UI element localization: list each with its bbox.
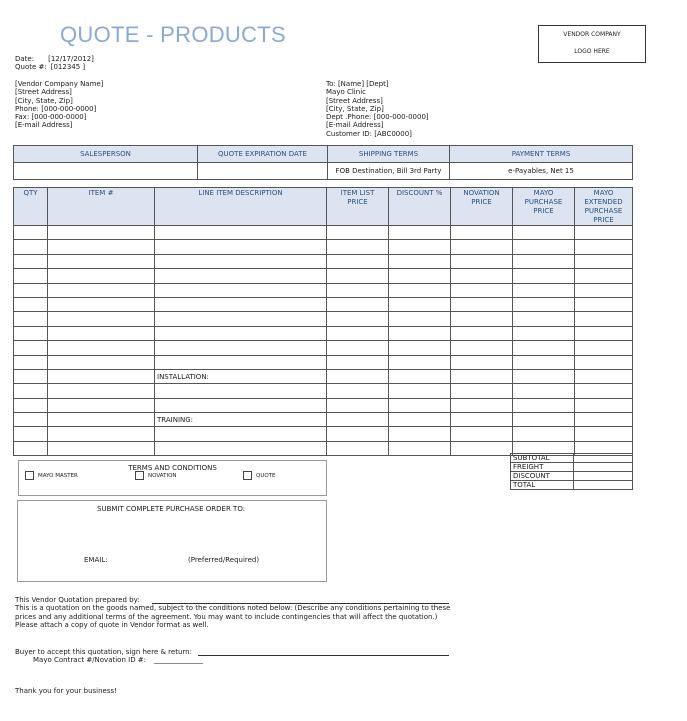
table-cell[interactable] — [451, 269, 513, 283]
quote-expiration-value[interactable] — [198, 163, 328, 180]
option-mayo-master[interactable] — [25, 471, 78, 480]
table-cell[interactable] — [389, 398, 451, 412]
table-cell[interactable] — [327, 297, 389, 311]
date-label: Date: — [15, 55, 35, 63]
table-cell[interactable] — [575, 398, 633, 412]
total-value[interactable] — [574, 481, 633, 490]
submit-box — [17, 500, 327, 582]
table-row — [14, 355, 633, 369]
table-cell[interactable] — [575, 269, 633, 283]
table-cell[interactable] — [575, 240, 633, 254]
table-cell[interactable] — [327, 326, 389, 340]
col-payment-terms: PAYMENT TERMS — [450, 146, 633, 163]
table-row — [14, 283, 633, 297]
table-cell[interactable] — [389, 441, 451, 455]
table-cell[interactable] — [155, 283, 327, 297]
note-line: prices and any additional terms of the agreement. You may want to include contingencies that will affect the quotation.) — [15, 612, 438, 621]
to-line[interactable]: To: [Name] [Dept] — [326, 80, 389, 88]
table-cell[interactable] — [575, 312, 633, 326]
table-cell[interactable] — [14, 240, 48, 254]
table-cell[interactable] — [451, 312, 513, 326]
table-cell[interactable] — [389, 369, 451, 383]
table-cell[interactable] — [451, 384, 513, 398]
table-cell[interactable] — [155, 341, 327, 355]
table-cell[interactable] — [48, 297, 155, 311]
table-cell[interactable] — [48, 240, 155, 254]
table-cell[interactable] — [14, 312, 48, 326]
table-cell[interactable] — [327, 269, 389, 283]
table-cell[interactable] — [513, 398, 575, 412]
table-cell[interactable] — [48, 226, 155, 240]
table-row — [14, 312, 633, 326]
col-discount: DISCOUNT % — [389, 188, 451, 226]
table-cell[interactable] — [327, 355, 389, 369]
shipping-terms-value[interactable]: FOB Destination, Bill 3rd Party — [328, 163, 450, 180]
table-cell[interactable] — [14, 441, 48, 455]
table-cell[interactable] — [389, 254, 451, 268]
table-cell[interactable] — [513, 341, 575, 355]
table-cell[interactable] — [513, 427, 575, 441]
table-cell[interactable] — [155, 355, 327, 369]
table-cell[interactable] — [575, 341, 633, 355]
table-cell[interactable] — [327, 254, 389, 268]
table-cell[interactable] — [14, 413, 48, 427]
table-cell[interactable] — [155, 384, 327, 398]
table-cell[interactable] — [48, 312, 155, 326]
vendor-logo-placeholder — [538, 25, 646, 63]
option-label: QUOTE — [256, 473, 276, 479]
col-mayo-purchase-price: MAYO PURCHASE PRICE — [513, 188, 575, 226]
table-row — [14, 384, 633, 398]
vendor-line[interactable]: [Street Address] — [15, 88, 72, 97]
col-list-price: ITEM LIST PRICE — [327, 188, 389, 226]
table-row — [14, 240, 633, 254]
table-cell[interactable] — [48, 441, 155, 455]
option-quote[interactable] — [243, 471, 276, 480]
table-cell[interactable] — [451, 326, 513, 340]
table-cell[interactable] — [389, 427, 451, 441]
vendor-line[interactable]: Phone: [000-000-0000] — [15, 104, 97, 113]
table-cell[interactable] — [48, 283, 155, 297]
table-cell[interactable] — [327, 441, 389, 455]
table-cell[interactable] — [389, 297, 451, 311]
col-item-number: ITEM # — [48, 188, 155, 226]
col-salesperson: SALESPERSON — [14, 146, 198, 163]
table-cell[interactable] — [451, 341, 513, 355]
quote-number-value[interactable]: [012345 ] — [50, 63, 86, 72]
table-cell[interactable] — [513, 384, 575, 398]
table-cell[interactable] — [513, 312, 575, 326]
table-row — [14, 413, 633, 427]
line-items-header-row — [14, 188, 633, 226]
table-cell[interactable] — [155, 226, 327, 240]
table-cell[interactable] — [451, 369, 513, 383]
email-label: EMAIL: — [84, 556, 108, 564]
footer-notes — [15, 596, 450, 629]
table-cell[interactable] — [389, 269, 451, 283]
table-cell[interactable] — [575, 326, 633, 340]
table-cell[interactable] — [389, 355, 451, 369]
table-cell[interactable] — [14, 254, 48, 268]
col-novation-price: NOVATION PRICE — [451, 188, 513, 226]
table-row — [14, 369, 633, 383]
vendor-address — [15, 80, 103, 130]
to-line[interactable]: Customer ID: [ABC0000] — [326, 129, 412, 138]
terms-title: TERMS AND CONDITIONS — [128, 464, 217, 472]
table-cell[interactable] — [14, 427, 48, 441]
table-cell[interactable] — [14, 283, 48, 297]
table-row — [14, 297, 633, 311]
table-cell[interactable] — [48, 427, 155, 441]
total-label: TOTAL — [511, 481, 574, 490]
quote-meta — [15, 55, 94, 72]
table-cell[interactable] — [48, 355, 155, 369]
page-title: QUOTE - PRODUCTS — [60, 22, 287, 47]
table-cell[interactable] — [513, 240, 575, 254]
table-cell[interactable] — [575, 226, 633, 240]
table-cell[interactable] — [155, 441, 327, 455]
table-cell[interactable] — [389, 413, 451, 427]
discount-label: DISCOUNT — [511, 472, 574, 481]
table-cell[interactable] — [513, 326, 575, 340]
line-items-table — [13, 187, 633, 456]
col-description: LINE ITEM DESCRIPTION — [155, 188, 327, 226]
order-terms-value-row — [14, 163, 633, 180]
training-label[interactable]: TRAINING: — [155, 413, 327, 427]
table-cell[interactable] — [451, 413, 513, 427]
table-row — [14, 254, 633, 268]
terms-box — [18, 460, 327, 496]
table-cell[interactable] — [48, 326, 155, 340]
table-cell[interactable] — [327, 427, 389, 441]
logo-line-1: VENDOR COMPANY — [563, 31, 621, 38]
col-mayo-extended-price: MAYO EXTENDED PURCHASE PRICE — [575, 188, 633, 226]
table-cell[interactable] — [14, 384, 48, 398]
note-line: Please attach a copy of quote in Vendor format as well. — [15, 620, 209, 629]
table-cell[interactable] — [14, 369, 48, 383]
customer-address — [326, 80, 429, 138]
table-cell[interactable] — [155, 269, 327, 283]
table-row — [14, 341, 633, 355]
payment-terms-value[interactable]: e-Payables, Net 15 — [450, 163, 633, 180]
table-cell[interactable] — [575, 297, 633, 311]
table-cell[interactable] — [48, 384, 155, 398]
salesperson-value[interactable] — [14, 163, 198, 180]
table-cell[interactable] — [575, 384, 633, 398]
checkbox[interactable] — [135, 471, 144, 480]
col-shipping-terms: SHIPPING TERMS — [328, 146, 450, 163]
table-cell[interactable] — [48, 413, 155, 427]
table-cell[interactable] — [327, 398, 389, 412]
date-value[interactable]: [12/17/2012] — [48, 55, 94, 63]
table-cell[interactable] — [513, 283, 575, 297]
table-row — [14, 226, 633, 240]
col-qty: QTY — [14, 188, 48, 226]
col-quote-expiration: QUOTE EXPIRATION DATE — [198, 146, 328, 163]
table-cell[interactable] — [14, 226, 48, 240]
checkbox[interactable] — [25, 471, 34, 480]
table-cell[interactable] — [14, 326, 48, 340]
table-cell[interactable] — [513, 355, 575, 369]
table-cell[interactable] — [389, 226, 451, 240]
table-cell[interactable] — [513, 413, 575, 427]
table-cell[interactable] — [327, 283, 389, 297]
table-cell[interactable] — [451, 427, 513, 441]
table-cell[interactable] — [48, 269, 155, 283]
thank-you: Thank you for your business! — [15, 687, 117, 695]
table-cell[interactable] — [389, 326, 451, 340]
table-cell[interactable] — [513, 254, 575, 268]
table-cell[interactable] — [451, 226, 513, 240]
table-cell[interactable] — [48, 341, 155, 355]
table-cell[interactable] — [575, 254, 633, 268]
table-cell[interactable] — [14, 269, 48, 283]
table-cell[interactable] — [155, 254, 327, 268]
table-cell[interactable] — [48, 369, 155, 383]
table-cell[interactable] — [327, 369, 389, 383]
prepared-by-label: This Vendor Quotation prepared by: — [15, 596, 140, 604]
table-cell[interactable] — [155, 427, 327, 441]
table-cell[interactable] — [327, 341, 389, 355]
order-terms-header-row — [14, 146, 633, 163]
to-line[interactable]: Mayo Clinic — [326, 88, 366, 97]
vendor-line[interactable]: [Vendor Company Name] — [15, 80, 104, 88]
option-label: MAYO MASTER — [38, 473, 78, 479]
option-novation[interactable] — [135, 471, 177, 480]
table-cell[interactable] — [327, 240, 389, 254]
table-cell[interactable] — [451, 355, 513, 369]
table-row — [14, 398, 633, 412]
table-cell[interactable] — [575, 369, 633, 383]
submit-title: SUBMIT COMPLETE PURCHASE ORDER TO: — [97, 505, 246, 513]
table-cell[interactable] — [327, 312, 389, 326]
to-line[interactable]: [City, State, Zip] — [326, 104, 384, 113]
table-row — [14, 427, 633, 441]
preferred-note: (Preferred/Required) — [188, 556, 260, 564]
quote-number-label: Quote #: — [15, 63, 47, 72]
vendor-line[interactable]: Fax: [000-000-0000] — [15, 113, 87, 122]
to-line[interactable]: [E-mail Address] — [326, 121, 384, 130]
vendor-line[interactable]: [E-mail Address] — [15, 121, 73, 130]
table-cell[interactable] — [513, 269, 575, 283]
to-line[interactable]: [Street Address] — [326, 96, 383, 105]
table-cell[interactable] — [451, 398, 513, 412]
table-cell[interactable] — [155, 326, 327, 340]
to-line[interactable]: Dept .Phone: [000-000-0000] — [326, 113, 429, 122]
table-cell[interactable] — [14, 355, 48, 369]
vendor-line[interactable]: [City, State, Zip] — [15, 96, 73, 105]
table-cell[interactable] — [327, 384, 389, 398]
checkbox[interactable] — [243, 471, 252, 480]
table-cell[interactable] — [14, 297, 48, 311]
table-cell[interactable] — [155, 297, 327, 311]
table-cell[interactable] — [155, 240, 327, 254]
table-cell[interactable] — [451, 254, 513, 268]
buyer-accept-label: Buyer to accept this quotation, sign here & return: — [15, 648, 192, 656]
table-cell[interactable] — [451, 441, 513, 455]
table-cell[interactable] — [389, 283, 451, 297]
contract-blank[interactable]: ______________ — [154, 656, 203, 664]
table-cell[interactable] — [389, 312, 451, 326]
table-cell[interactable] — [513, 369, 575, 383]
discount-value[interactable] — [574, 472, 633, 481]
table-row — [14, 326, 633, 340]
table-cell[interactable] — [389, 240, 451, 254]
table-cell[interactable] — [575, 413, 633, 427]
installation-label[interactable]: INSTALLATION: — [155, 369, 327, 383]
freight-label: FREIGHT — [511, 463, 574, 472]
table-cell[interactable] — [451, 240, 513, 254]
table-cell[interactable] — [575, 427, 633, 441]
table-cell[interactable] — [155, 398, 327, 412]
table-cell[interactable] — [575, 355, 633, 369]
table-cell[interactable] — [14, 398, 48, 412]
table-cell[interactable] — [513, 297, 575, 311]
order-terms-table — [13, 145, 633, 180]
contract-label: Mayo Contract #/Novation ID #: — [33, 656, 147, 664]
table-cell[interactable] — [513, 226, 575, 240]
buyer-signature-line[interactable] — [198, 655, 449, 656]
table-cell[interactable] — [575, 283, 633, 297]
option-label: NOVATION — [148, 473, 177, 479]
table-cell[interactable] — [327, 413, 389, 427]
prepared-by-signature-line[interactable] — [152, 603, 449, 604]
note-line: This is a quotation on the goods named, subject to the conditions noted below: (Describe any conditions pertaining to these — [15, 604, 451, 613]
totals-table — [510, 453, 633, 490]
table-cell[interactable] — [155, 312, 327, 326]
subtotal-value[interactable] — [574, 454, 633, 463]
table-cell[interactable] — [327, 226, 389, 240]
table-cell[interactable] — [389, 341, 451, 355]
table-cell[interactable] — [14, 341, 48, 355]
table-cell[interactable] — [48, 254, 155, 268]
subtotal-label: SUBTOTAL — [511, 454, 574, 463]
freight-value[interactable] — [574, 463, 633, 472]
table-cell[interactable] — [389, 384, 451, 398]
table-row — [14, 269, 633, 283]
table-cell[interactable] — [451, 283, 513, 297]
table-cell[interactable] — [48, 398, 155, 412]
logo-line-2: LOGO HERE — [574, 48, 610, 55]
table-cell[interactable] — [451, 297, 513, 311]
